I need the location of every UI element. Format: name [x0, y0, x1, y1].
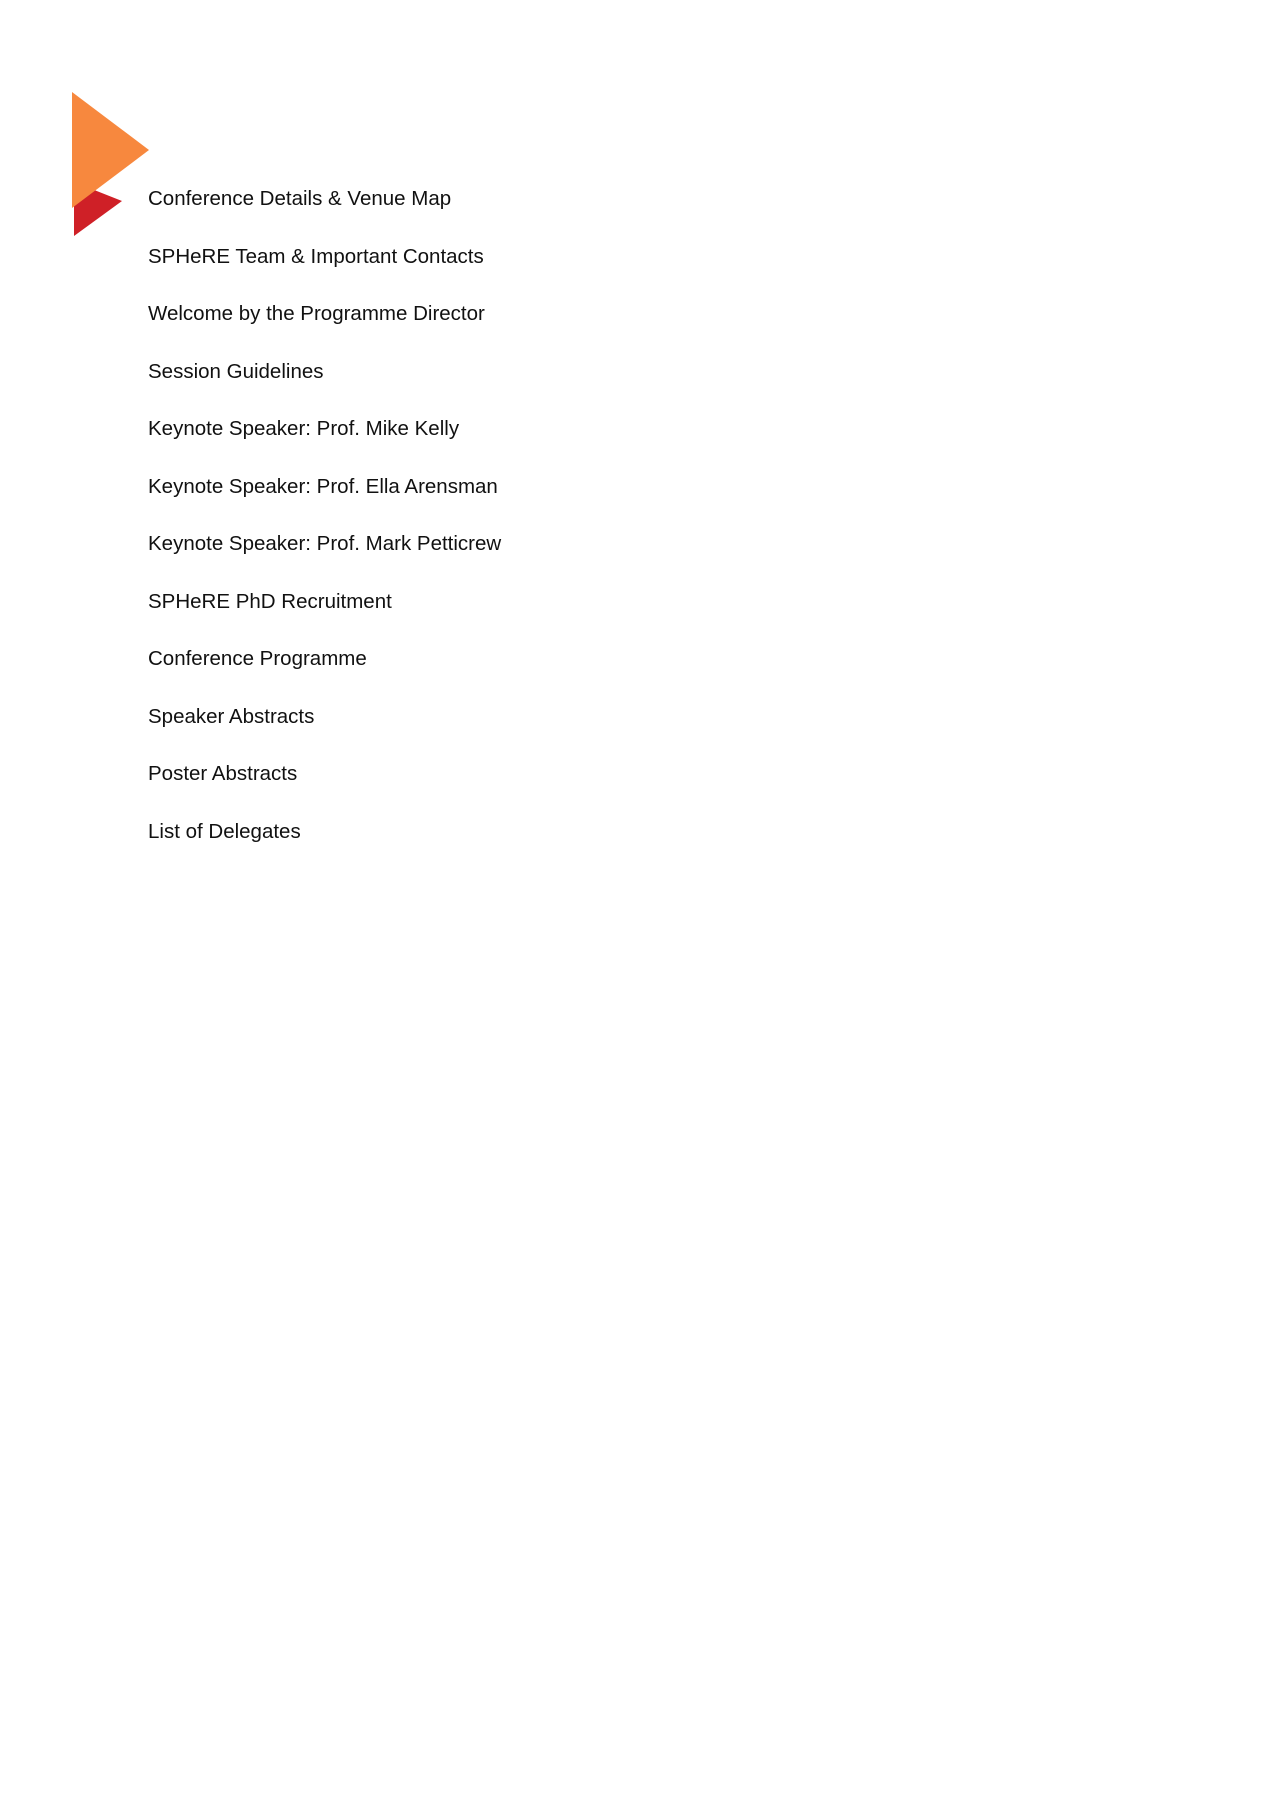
toc-item-label[interactable]: List of Delegates — [148, 819, 301, 843]
toc-item-poster-abstracts[interactable] — [148, 759, 501, 817]
orange-triangle-shape — [72, 92, 149, 208]
toc-item-label[interactable]: SPHeRE Team & Important Contacts — [148, 244, 484, 268]
toc-item-team-contacts[interactable] — [148, 242, 501, 300]
toc-item-keynote-petticrew[interactable] — [148, 529, 501, 587]
toc-item-label[interactable]: Speaker Abstracts — [148, 704, 315, 728]
toc-item-label[interactable]: Keynote Speaker: Prof. Mike Kelly — [148, 417, 460, 440]
toc-item-conference-programme[interactable] — [148, 644, 501, 702]
toc-item-label[interactable]: Keynote Speaker: Prof. Ella Arensman — [148, 474, 498, 498]
toc-item-list-of-delegates[interactable] — [148, 817, 501, 875]
toc-item-session-guidelines[interactable] — [148, 357, 501, 415]
toc-item-conference-details[interactable] — [148, 184, 501, 242]
toc-item-label[interactable]: Conference Programme — [148, 647, 367, 670]
toc-item-keynote-kelly[interactable] — [148, 414, 501, 472]
toc-item-label[interactable]: Session Guidelines — [148, 359, 324, 383]
toc-item-label[interactable]: Conference Details & Venue Map — [148, 187, 452, 210]
table-of-contents — [148, 184, 501, 874]
toc-item-phd-recruitment[interactable] — [148, 587, 501, 645]
toc-item-speaker-abstracts[interactable] — [148, 702, 501, 760]
toc-item-keynote-arensman[interactable] — [148, 472, 501, 530]
toc-item-welcome[interactable] — [148, 299, 501, 357]
triangle-play-icon — [72, 92, 152, 238]
toc-item-label[interactable]: SPHeRE PhD Recruitment — [148, 589, 392, 613]
toc-item-label[interactable]: Welcome by the Programme Director — [148, 302, 485, 325]
toc-item-label[interactable]: Poster Abstracts — [148, 762, 298, 785]
toc-item-label[interactable]: Keynote Speaker: Prof. Mark Petticrew — [148, 532, 502, 555]
